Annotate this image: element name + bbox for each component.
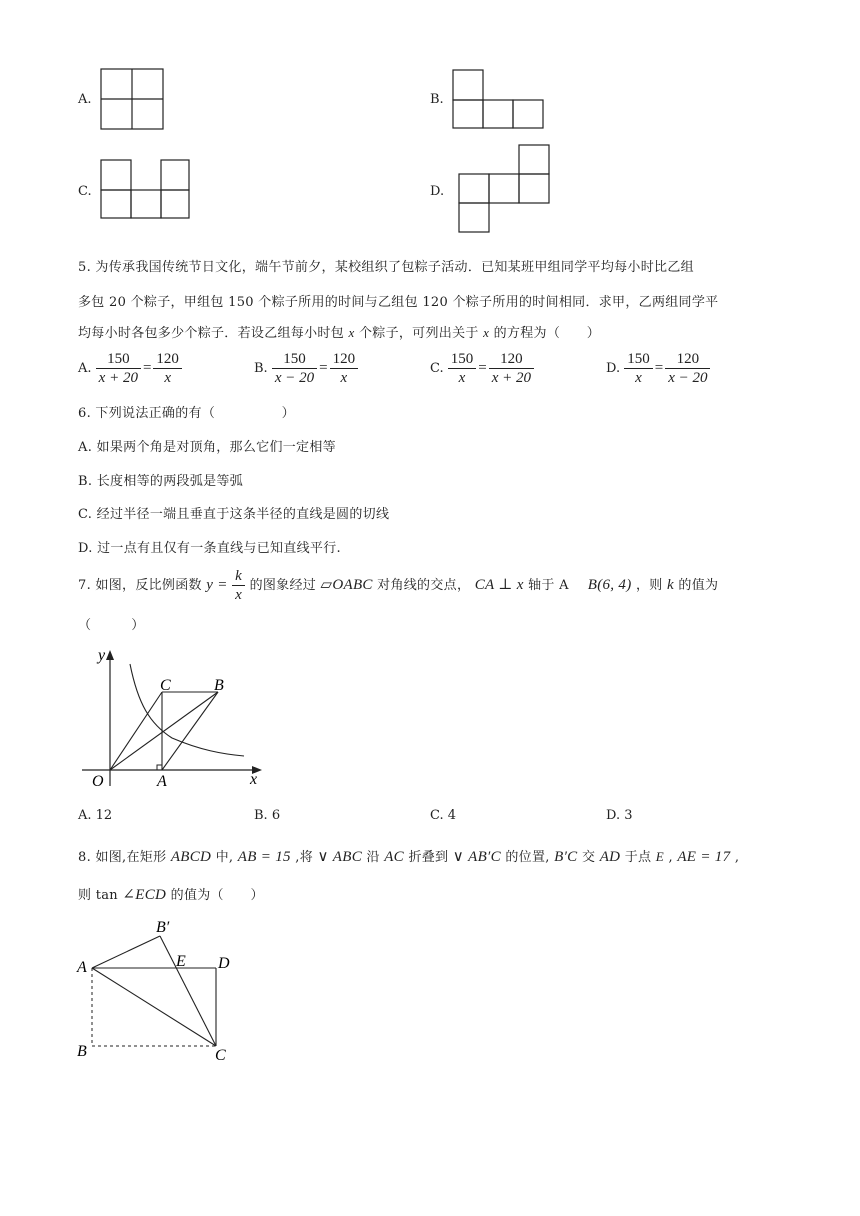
q7-stem	[78, 565, 718, 605]
q4-option-d-label: D.	[430, 184, 445, 199]
q7-answer-paren: （ ）	[78, 618, 145, 633]
q7-option-d: D. 3	[606, 808, 633, 823]
q7-fraction-k-over-x: $\frac{k}{x}$	[232, 567, 245, 604]
q5-stem-line2: 多包 20 个粽子，甲组包 150 个粽子所用的时间与乙组包 120 个粽子所用的时间相同．求甲，乙两组同学平	[78, 295, 719, 310]
q7-stem-mid2: 对角线的交点，	[377, 578, 471, 593]
equals-sign: =	[319, 360, 328, 376]
q6-option-b: B. 长度相等的两段弧是等弧	[78, 474, 244, 489]
q8-figure	[72, 914, 242, 1064]
q6-option-c: C. 经过半径一端且垂直于这条半径的直线是圆的切线	[78, 507, 390, 522]
q5-line3-post: 的方程为（ ）	[493, 326, 601, 341]
equals-sign: =	[142, 360, 152, 376]
q4-option-c-label: C.	[78, 184, 92, 199]
fig-label-o: O	[92, 773, 104, 790]
q5-option-a-right-fraction: $\frac{120}{x}$	[153, 350, 182, 387]
q4-option-c-figure	[100, 158, 194, 220]
q8-ad: AD	[599, 849, 621, 865]
q7-figure	[72, 646, 272, 794]
q7-option-c: C. 4	[430, 808, 457, 823]
q8-angle-ecd: ∠ECD	[122, 887, 167, 903]
q8-tan: 则 tan	[78, 888, 118, 903]
fig-label-a: A	[77, 959, 87, 976]
q5-stem-line1: 5. 为传承我国传统节日文化，端午节前夕，某校组织了包粽子活动．已知某班甲组同学平均每小时比乙组	[78, 260, 694, 275]
q8-bpc: B′C	[554, 849, 578, 865]
q7-b-coordinate: B(6, 4)	[587, 577, 632, 593]
q5-option-b-left-fraction: $\frac{150}{x - 20}$	[272, 350, 317, 387]
q8-ac: AC	[384, 849, 404, 865]
q4-option-b-figure	[451, 68, 547, 132]
q8-stem-pre: 8. 如图,在矩形	[78, 850, 167, 865]
equals-sign: =	[478, 360, 487, 376]
q7-parallelogram: ▱OABC	[320, 577, 373, 593]
q7-stem-mid3: 轴于	[528, 578, 555, 593]
q5-option-c-label: C.	[430, 361, 444, 376]
q7-stem-post: ，则	[635, 578, 663, 593]
q7-ca-perp: CA ⊥ x	[474, 577, 524, 593]
q7-option-b: B. 6	[254, 808, 281, 823]
fig-label-x: x	[250, 771, 258, 788]
q7-stem-mid: 的图象经过	[249, 578, 317, 593]
segment-abp	[92, 936, 160, 968]
q8-triangle-abpc: ∨ AB′C	[452, 849, 501, 865]
q5-option-a-label: A.	[78, 361, 92, 376]
q4-option-a-label: A.	[78, 92, 92, 107]
q4-option-d-figure	[457, 143, 553, 235]
q5-var-x: x	[348, 325, 355, 340]
q8-triangle-abc: ∨ ABC	[317, 849, 363, 865]
q8-line2-post: 的值为（ ）	[170, 888, 264, 903]
q8-stem-line2	[78, 884, 264, 904]
q7-stem-end: 的值为	[678, 578, 719, 593]
q8-ab-eq: AB = 15	[237, 849, 291, 865]
fig-label-a: A	[157, 773, 167, 790]
q5-option-c	[430, 350, 534, 387]
q5-option-a	[78, 350, 182, 387]
fig-label-y: y	[98, 647, 106, 664]
fig-label-b: B	[214, 677, 224, 694]
q5-stem-line3	[78, 322, 600, 341]
q7-point-a: A	[559, 578, 569, 593]
q5-option-d	[606, 350, 710, 387]
q5-line3-pre: 均每小时各包多少个粽子．若设乙组每小时包	[78, 326, 345, 341]
q5-option-d-label: D.	[606, 361, 621, 376]
q7-y-equals: y =	[206, 577, 228, 593]
q4-option-a-figure	[100, 68, 166, 132]
q5-option-d-right-fraction: $\frac{120}{x - 20}$	[665, 350, 710, 387]
fig-label-bprime: B′	[156, 919, 170, 936]
q8-ae-eq: AE = 17	[677, 849, 731, 865]
q6-stem: 6. 下列说法正确的有（ ）	[78, 406, 295, 421]
q6-option-d: D. 过一点有且仅有一条直线与已知直线平行.	[78, 541, 341, 556]
segment-bpc	[160, 936, 216, 1046]
q5-option-a-left-fraction: $\frac{150}{x + 20}$	[96, 350, 141, 387]
fig-label-e: E	[176, 953, 186, 970]
q5-option-b-label: B.	[254, 361, 268, 376]
fig-label-d: D	[218, 955, 230, 972]
q5-var-x2: x	[483, 325, 490, 340]
fig-label-b: B	[77, 1043, 87, 1060]
fig-label-c: C	[160, 677, 171, 694]
q8-stem-line1: 8. 如图,在矩形 ABCD 中, AB = 15 ,将 ∨ ABC 沿 AC 折叠到 ∨ AB′C 的位置, B′C 交 AD 于点 E , AE = 17 ,	[78, 849, 740, 865]
equals-sign: =	[654, 360, 664, 376]
q4-option-b-label: B.	[430, 92, 444, 107]
q5-option-c-left-fraction: $\frac{150}{x}$	[448, 350, 477, 387]
q5-line3-mid: 个粽子，可列出关于	[358, 326, 479, 341]
q7-stem-pre: 7. 如图，反比例函数	[78, 578, 202, 593]
q8-point-e: E	[655, 849, 665, 864]
segment-ac	[92, 968, 216, 1046]
q5-option-b	[254, 350, 358, 387]
fig-label-c: C	[215, 1047, 226, 1064]
q7-k: k	[666, 577, 674, 593]
hyperbola-curve	[130, 664, 244, 756]
q5-option-b-right-fraction: $\frac{120}{x}$	[330, 350, 359, 387]
q5-option-c-right-fraction: $\frac{120}{x + 20}$	[489, 350, 534, 387]
q7-option-a: A. 12	[78, 808, 113, 823]
q5-option-d-left-fraction: $\frac{150}{x}$	[624, 350, 653, 387]
q6-option-a: A. 如果两个角是对顶角，那么它们一定相等	[78, 440, 336, 455]
q8-abcd: ABCD	[170, 849, 212, 865]
